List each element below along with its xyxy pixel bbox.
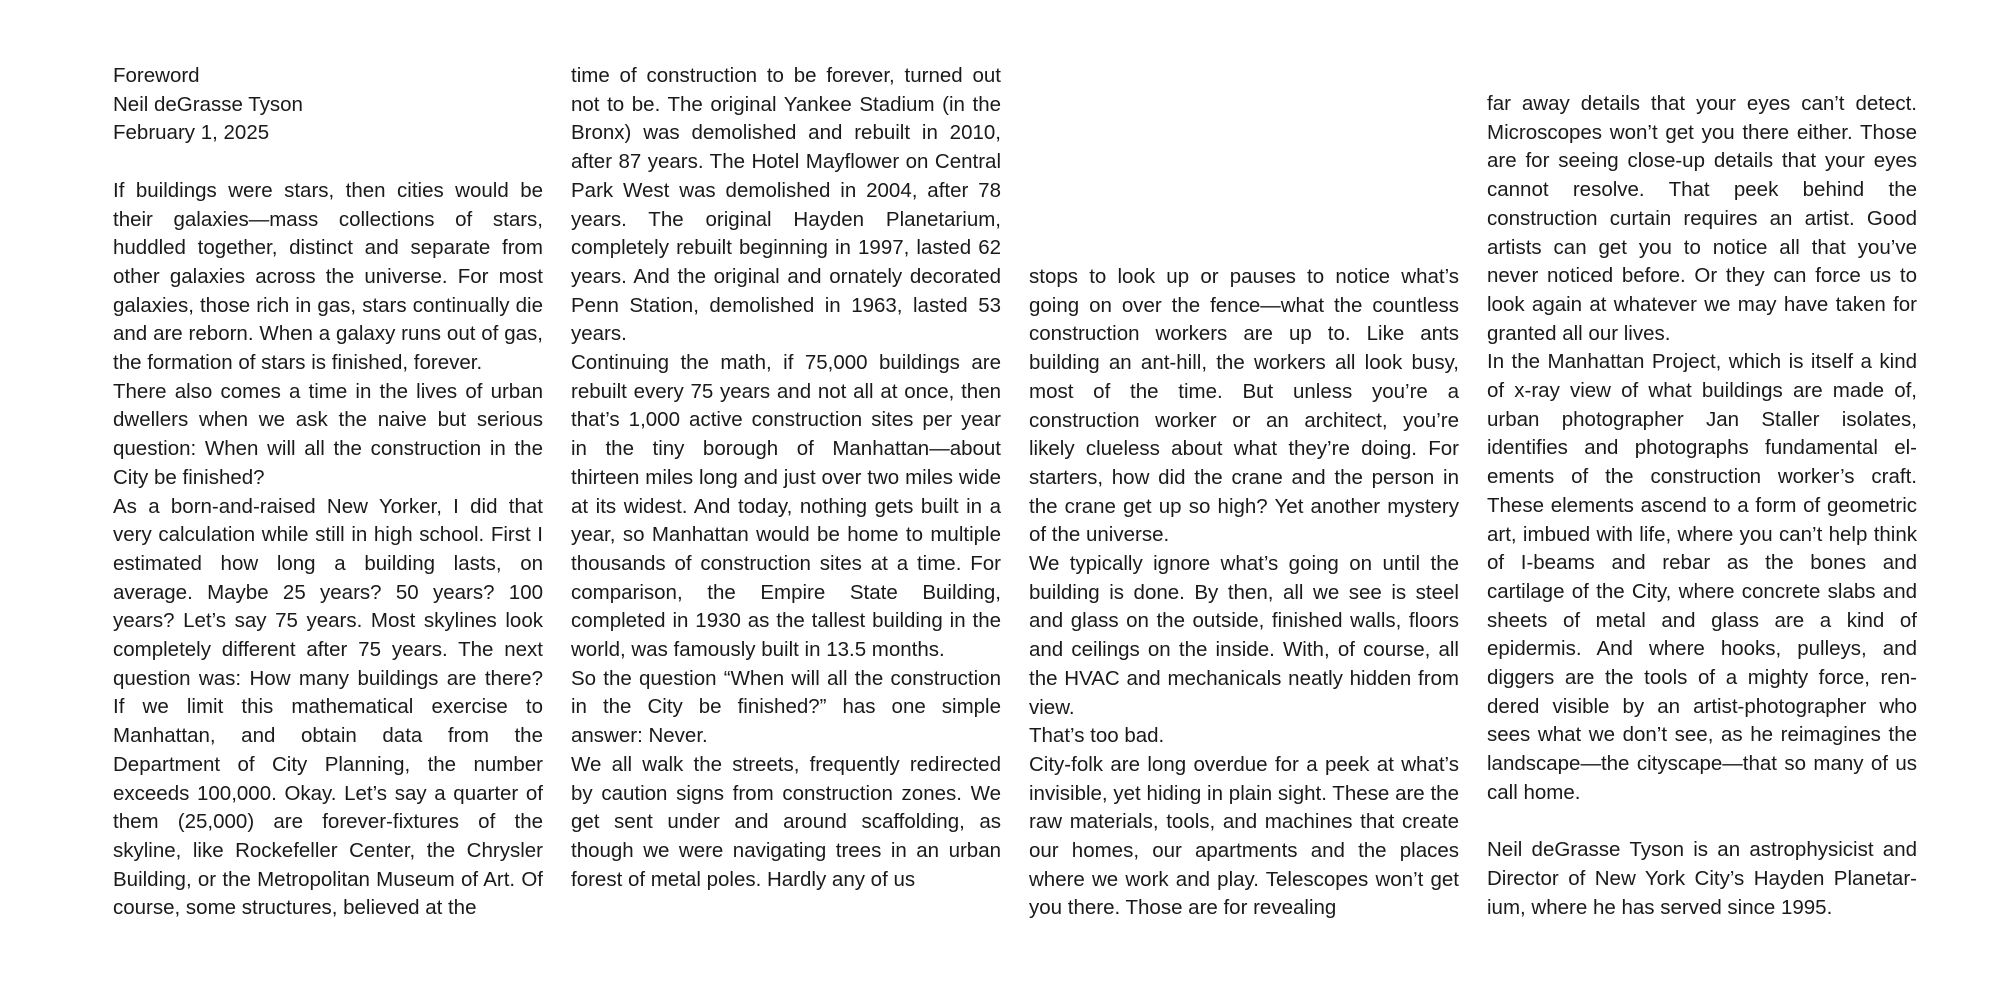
paragraph: As a born-and-raised New Yorker, I did that very calculation while still in high school. First I estimated how long a building lasts, on average. Maybe 25 years? 50 years? 100 years? Let’s say 75 years. Most skylines look completely different after 75 years. The next question was: How many buildings are there? If we limit this mathematical exercise to Manhattan, and obtain data from the Department of City Planning, the number exceeds 100,000. Okay. Let’s say a quarter of them (25,000) are forever-fixtures of the skyline, like Rockefeller Center, the Chrysler Building, or the Metropolitan Museum of Art. Of course, some structures, believed at the bbox=[113, 494, 543, 920]
paragraph: We typically ignore what’s going on until the building is done. By then, all we see is steel and glass on the outside, finished walls, floors and ceilings on the inside. With, of course, all the HVAC and mechanicals neatly hidden from view. bbox=[1029, 552, 1459, 719]
paragraph: We all walk the streets, frequently redirected by caution signs from construction zones. We get sent under and around scaffolding, as though we were navigating trees in an urban forest of metal poles. Hardly any of us bbox=[571, 752, 1001, 891]
text-column-3 bbox=[1029, 263, 1459, 923]
paragraph: far away details that your eyes can’t detect. Microscopes won’t get you there either. Those are for seeing close-up details that your eyes cannot resolve. That peek behind the construction curtain requires an artist. Good artists can get you to notice all that you’ve never noticed before. Or they can force us to look again at whatever we may have taken for granted all our lives. bbox=[1487, 92, 1917, 345]
spacer bbox=[113, 148, 543, 177]
author-bio: Neil deGrasse Tyson is an astrophysicist and Director of New York City’s Hayden Planetarium, where he has served since 1995. bbox=[1487, 838, 1917, 919]
spacer bbox=[1487, 808, 1917, 837]
paragraph: City-folk are long overdue for a peek at what’s invisible, yet hiding in plain sight. These are the raw materials, tools, and machines that create our homes, our apartments and the places where we work and play. Telescopes won’t get you there. Those are for revealing bbox=[1029, 752, 1459, 920]
paragraph: time of construction to be forever, turned out not to be. The original Yankee Stadium (in the Bronx) was demolished and rebuilt in 2010, after 87 years. The Hotel Mayflower on Central Park West was demolished in 2004, after 78 years. The original Hayden Planetarium, completely rebuilt beginning in 1997, lasted 62 years. And the original and ornately decorated Penn Station, demolished in 1963, lasted 53 years. bbox=[571, 64, 1001, 346]
paragraph: In the Manhattan Project, which is itself a kind of x-ray view of what buildings are made of, urban photographer Jan Staller isolates, identifies and photographs fundamental elements of the construction worker’s craft. These elements ascend to a form of geometric art, imbued with life, where you can’t help think of I-beams and rebar as the bones and cartilage of the City, where concrete slabs and sheets of metal and glass are a kind of epidermis. And where hooks, pulleys, and diggers are the tools of a mighty force, rendered visible by an artist-photographer who sees what we don’t see, as he reimagines the landscape—the cityscape—that so many of us call home. bbox=[1487, 350, 1917, 804]
paragraph: If buildings were stars, then cities would be their galaxies—mass collections of stars, huddled together, distinct and separate from other galaxies across the universe. For most galaxies, those rich in gas, stars continually die and are reborn. When a galaxy runs out of gas, the formation of stars is finished, forever. bbox=[113, 178, 543, 375]
date: February 1, 2025 bbox=[113, 121, 270, 145]
author-name: Neil deGrasse Tyson bbox=[113, 92, 303, 116]
text-column-4 bbox=[1487, 90, 1917, 922]
paragraph: stops to look up or pauses to notice what’s going on over the fence—what the countless construction workers are up to. Like ants building an ant-hill, the workers all look busy, most of the time. But unless you’re a construction worker or an architect, you’re likely clueless about what they’re doing. For starters, how did the crane and the person in the crane get up so high? Yet another mystery of the universe. bbox=[1029, 265, 1459, 547]
text-column-1 bbox=[113, 62, 543, 923]
paragraph: So the question “When will all the construction in the City be finished?” has one simple answer: Never. bbox=[571, 666, 1001, 748]
text-column-2 bbox=[571, 62, 1001, 894]
paragraph: That’s too bad. bbox=[1029, 724, 1165, 748]
paragraph: Continuing the math, if 75,000 buildings are rebuilt every 75 years and not all at once, then that’s 1,000 active construction sites per year in the tiny borough of Manhattan—about thirteen miles long and just over two miles wide at its widest. And today, nothing gets built in a year, so Manhattan would be home to multiple thousands of construction sites at a time. For comparison, the Empire State Building, completed in 1930 as the tallest building in the world, was famously built in 13.5 months. bbox=[571, 351, 1001, 662]
paragraph: There also comes a time in the lives of urban dwellers when we ask the naive but serious question: When will all the construction in the City be finished? bbox=[113, 379, 543, 489]
section-title: Foreword bbox=[113, 64, 200, 87]
